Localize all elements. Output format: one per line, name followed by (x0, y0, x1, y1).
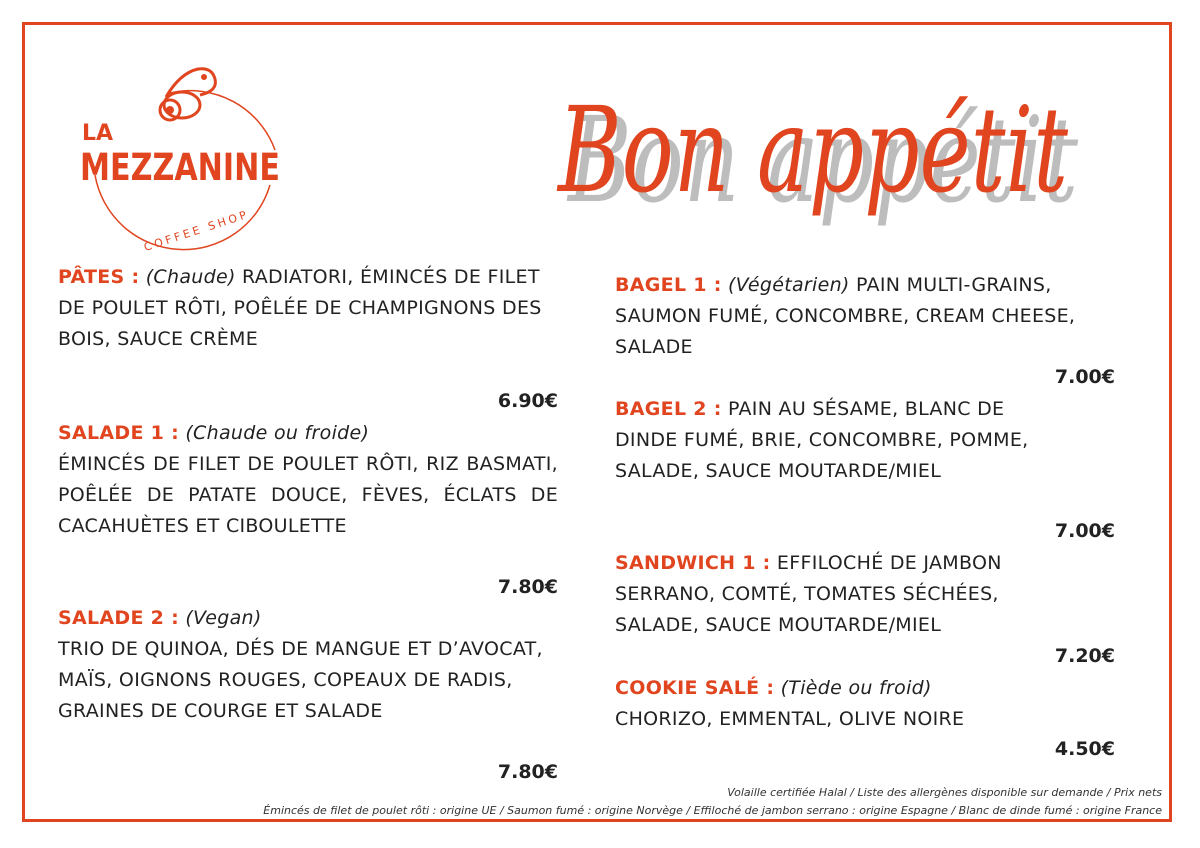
item-name: BAGEL 1 : (615, 274, 722, 296)
item-description: PAIN MULTI-GRAINS, SAUMON FUMÉ, CONCOMBRE, CREAM CHEESE, SALADE (615, 274, 1076, 358)
item-note: (Végétarien) (727, 274, 850, 296)
footer-origins: Émincés de filet de poulet rôti : origine UE / Saumon fumé : origine Norvège / Effiloché de jambon serrano : origine Espagne / Blanc de dinde fumé : origine France (263, 804, 1162, 817)
item-description: ÉMINCÉS DE FILET DE POULET RÔTI, RIZ BASMATI, POÊLÉE DE PATATE DOUCE, FÈVES, ÉCLATS DE CACAHUÈTES ET CIBOULETTE (58, 453, 558, 537)
item-description: EFFILOCHÉ DE JAMBON SERRANO, COMTÉ, TOMATES SÉCHÉES, SALADE, SAUCE MOUTARDE/MIEL (615, 552, 1002, 636)
item-name: PÂTES : (58, 266, 140, 288)
item-name: COOKIE SALÉ : (615, 677, 775, 699)
item-description: CHORIZO, EMMENTAL, OLIVE NOIRE (615, 708, 965, 730)
item-name: BAGEL 2 : (615, 398, 722, 420)
brand-line1: LA (82, 121, 114, 146)
item-price: 7.80€ (497, 761, 558, 783)
menu-item-bagel-1 (615, 270, 1115, 363)
item-name: SALADE 1 : (58, 422, 179, 444)
item-note: (Chaude) (145, 266, 236, 288)
footer-notice: Volaille certifiée Halal / Liste des allergènes disponible sur demande / Prix nets (727, 786, 1162, 799)
heading-shadow: Bon appétit (566, 91, 1079, 229)
item-description: RADIATORI, ÉMINCÉS DE FILET DE POULET RÔTI, POÊLÉE DE CHAMPIGNONS DES BOIS, SAUCE CRÈME (58, 266, 542, 350)
item-note: (Tiède ou froid) (780, 677, 932, 699)
heading-text: Bon appétit (556, 81, 1069, 219)
item-price: 7.20€ (1054, 645, 1115, 667)
brand-line2: MEZZANINE (80, 146, 280, 189)
item-note: (Vegan) (185, 607, 262, 629)
item-price: 7.00€ (1054, 520, 1115, 542)
item-description: TRIO DE QUINOA, DÉS DE MANGUE ET D’AVOCAT, MAÏS, OIGNONS ROUGES, COPEAUX DE RADIS, GRAINES DE COURGE ET SALADE (58, 638, 543, 722)
menu-item-salade-2 (58, 603, 558, 727)
item-name: SANDWICH 1 : (615, 552, 771, 574)
menu-item-sandwich-1 (615, 548, 1045, 641)
item-price: 6.90€ (497, 390, 558, 412)
menu-item-bagel-2 (615, 394, 1035, 487)
chipmunk-icon (160, 69, 215, 120)
menu-item-salade-1 (58, 418, 558, 542)
item-description: PAIN AU SÉSAME, BLANC DE DINDE FUMÉ, BRIE, CONCOMBRE, POMME, SALADE, SAUCE MOUTARDE/MIEL (615, 398, 1029, 482)
item-note: (Chaude ou froide) (185, 422, 370, 444)
item-name: SALADE 2 : (58, 607, 179, 629)
item-price: 4.50€ (1054, 738, 1115, 760)
brand-logo (70, 55, 300, 255)
menu-item-pates (58, 262, 558, 355)
item-price: 7.80€ (497, 576, 558, 598)
menu-item-cookie-sale (615, 673, 1115, 735)
bon-appetit-heading (540, 25, 1100, 265)
brand-tagline: COFFEE SHOP (142, 207, 251, 255)
item-price: 7.00€ (1054, 366, 1115, 388)
